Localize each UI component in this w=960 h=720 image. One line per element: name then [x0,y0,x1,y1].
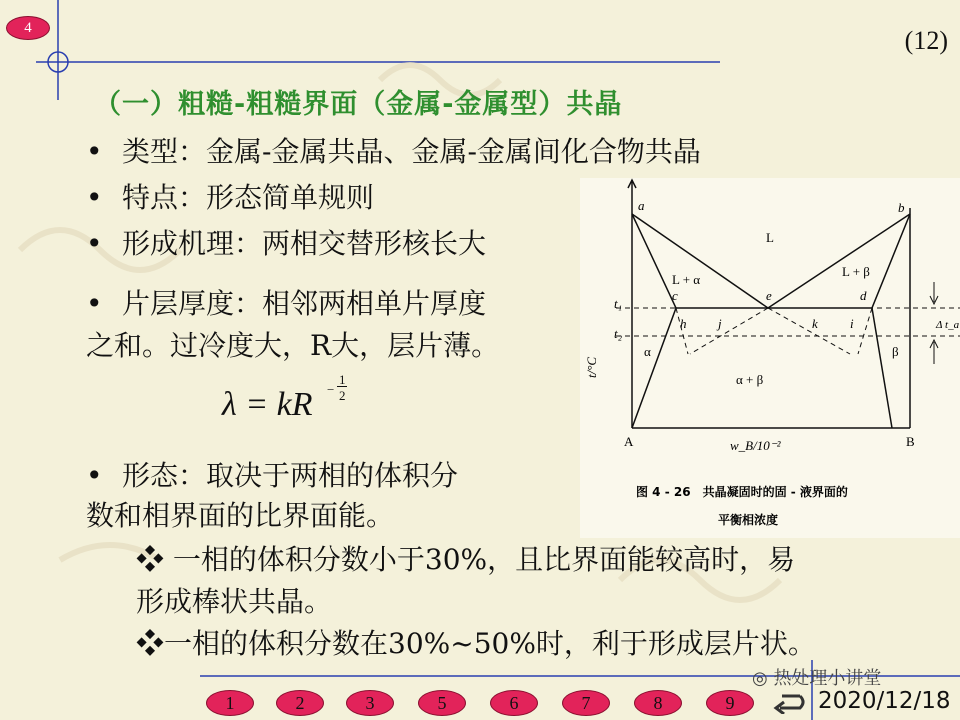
nav-slide-6-button[interactable]: 6 [490,690,538,716]
formula-exponent-num: 1 [339,372,346,387]
label-region-L-alpha: L + α [672,272,701,287]
label-point-j: j [718,316,722,331]
label-B: B [906,434,915,449]
subpoint-rod-cont: 形成棒状共晶。 [136,585,333,618]
label-region-beta: β [892,344,899,359]
nav-slide-7-button[interactable]: 7 [562,690,610,716]
bullet-thickness-text: 片层厚度：相邻两相单片厚度 [122,287,487,320]
phase-diagram-svg [580,178,960,538]
bullet-dot-icon: • [86,135,103,168]
bullet-dot-icon: • [86,181,103,214]
bullet-dot-icon: • [86,227,103,260]
label-delta-t: Δ t_a [936,319,960,331]
bullet-type-text: 类型：金属-金属共晶、金属-金属间化合物共晶 [122,135,701,168]
subpoint-lamellar: ❖一相的体积分数在30%~50%时，利于形成层片状。 [136,627,816,660]
watermark-text: 热处理小讲堂 [773,668,882,689]
bullet-dot-icon: • [86,459,103,492]
label-region-L: L [766,230,774,245]
nav-slide-9-button[interactable]: 9 [706,690,754,716]
nav-slide-1-button[interactable]: 1 [206,690,254,716]
bullet-type [86,130,701,170]
label-t1: t₁ [614,296,623,311]
label-point-d: d [860,288,867,303]
nav-slide-2-button[interactable]: 2 [276,690,324,716]
label-point-e: e [766,288,772,303]
lamellar-spacing-formula [222,372,346,424]
eutectic-phase-diagram [580,178,960,538]
slide-date: 2020/12/18 [818,688,951,714]
section-heading: （一）粗糙-粗糙界面（金属-金属型）共晶 [94,89,623,120]
label-point-h: h [680,316,687,331]
bullet-thickness [86,282,486,322]
label-point-i: i [850,316,854,331]
bullet-morphology-cont: 数和相界面的比界面能。 [86,499,395,532]
current-slide-badge: 4 [6,16,50,40]
label-region-L-beta: L + β [842,264,870,279]
formula-main: λ = kR [222,386,313,423]
x-axis-label: w_B/10⁻² [730,438,781,453]
formula-exponent-den: 2 [339,388,346,403]
label-point-b: b [898,200,905,215]
label-region-alpha: α [644,344,651,359]
nav-slide-8-button[interactable]: 8 [634,690,682,716]
bullet-morphology-text: 形态：取决于两相的体积分 [122,459,459,492]
bullet-mechanism-text: 形成机理：两相交替形核长大 [122,227,487,260]
y-axis-label: t/°C [584,356,599,378]
label-point-a: a [638,198,645,213]
nav-slide-3-button[interactable]: 3 [346,690,394,716]
bullet-dot-icon: • [86,287,103,320]
diagram-caption-line1: 图 4 - 26 共晶凝固时的固 - 液界面的 [636,485,848,499]
label-point-c: c [672,288,678,303]
page-number: (12) [904,26,948,55]
bullet-mechanism [86,222,486,262]
formula-exponent-sign: − [327,382,335,397]
formula-fraction-bar [337,386,347,387]
label-point-k: k [812,316,818,331]
bullet-thickness-cont: 之和。过冷度大，R大，层片薄。 [86,329,500,362]
wechat-watermark [752,664,881,690]
bullet-feature [86,176,374,216]
wechat-icon: ◎ [752,668,774,689]
label-A: A [624,434,634,449]
return-arrow-icon[interactable] [770,690,808,714]
label-region-alpha-beta: α + β [736,372,764,387]
nav-slide-5-button[interactable]: 5 [418,690,466,716]
subpoint-rod: ❖ 一相的体积分数小于30%，且比界面能较高时，易 [136,543,796,576]
bullet-feature-text: 特点：形态简单规则 [122,181,375,214]
diagram-caption-line2: 平衡相浓度 [718,513,779,527]
bullet-morphology [86,454,458,494]
label-t2: t₂ [614,326,623,341]
